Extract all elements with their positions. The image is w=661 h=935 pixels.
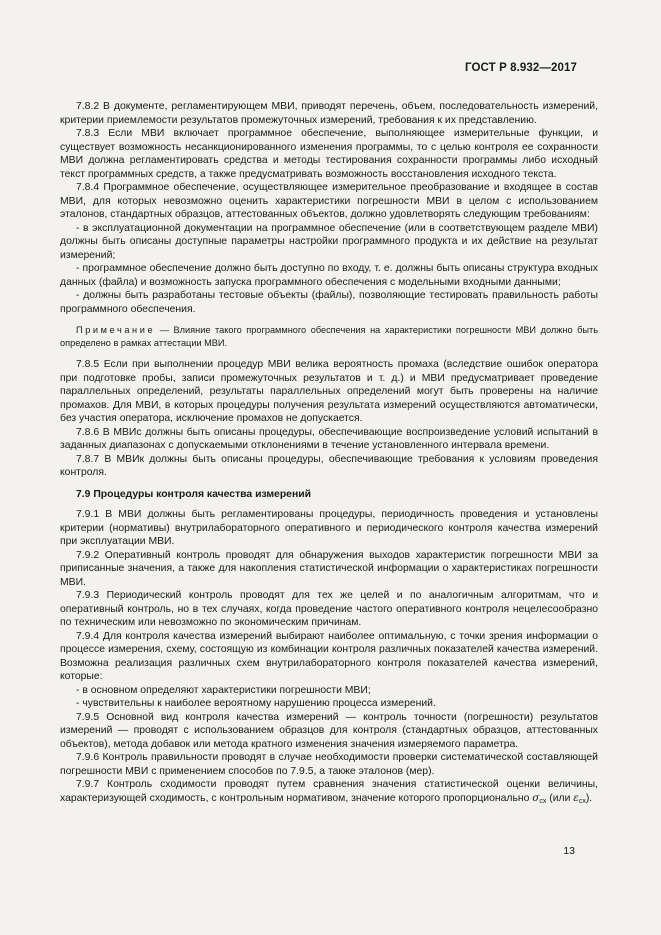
paren-open-text: (или [546, 792, 574, 804]
sigma-subscript: сх [539, 797, 547, 805]
section-title: 7.9 Процедуры контроля качества измерений [76, 488, 312, 500]
paragraph-7-9-3: 7.9.3 Периодический контроль проводят для тех же целей и по аналогичным алгоритмам, что и оперативный контроль, но в тех случаях, когда проведение частого оперативного контроля нецелесообразно по техническим или невозможно по экономическим причинам. [60, 590, 598, 628]
paragraph-7-8-5: 7.8.5 Если при выполнении процедур МВИ велика вероятность промаха (вследствие ошибок оператора при подготовке пробы, записи промежуточных результатов и т. д.) и МВИ предусматривает проведение параллельных определений, результаты параллельных определений могут быть проверены на наличие промахов. Для МВИ, в которых процедуры получения результата измерений осуществляются автоматически, без участия оператора, исключение промахов не допускается. [60, 359, 598, 424]
paragraph-7-9-4: 7.9.4 Для контроля качества измерений выбирают наиболее оптимальную, с точки зрения информации о процессе измерения, схему, состоящую из комбинации контроля различных показателей качества измерений. Возможна реализация различных схем внутрилабораторного контроля показателей качества измерений, которые: [60, 630, 598, 682]
note-text: Влияние такого программного обеспечения на характеристики погрешности МВИ должно быть определено в рамках аттестации МВИ. [60, 325, 598, 348]
page-number: 13 [563, 845, 575, 857]
standard-header: ГОСТ Р 8.932—2017 [465, 62, 577, 74]
epsilon-subscript: сх [578, 797, 586, 805]
list-item: - в основном определяют характеристики погрешности МВИ; [76, 684, 371, 696]
paragraph-7-9-7-text: 7.9.7 Контроль сходимости проводят путем сравнения значения статистической оценки величины, характеризующей сходимость, с контрольным нормативом, значение которого пропорционально [60, 779, 598, 804]
paragraph-7-8-7: 7.8.7 В МВИк должны быть описаны процедуры, обеспечивающие требования к условиям проведения контроля. [60, 453, 598, 478]
list-item: - программное обеспечение должно быть доступно по входу, т. е. должны быть описаны структура входных данных (файла) и возможность запуска программного обеспечения с модельными входными данными; [60, 263, 598, 288]
document-body [60, 100, 598, 805]
list-item: - чувствительны к наиболее вероятному нарушению процесса измерений. [76, 698, 436, 709]
paren-close-text: ). [585, 792, 593, 804]
list-item: - в эксплуатационной документации на программное обеспечение (или в соответствующем разделе МВИ) должны быть описаны доступные параметры настройки программного продукта и их действие на результат измерений; [60, 222, 598, 261]
paragraph-7-9-7 [60, 778, 598, 805]
note-label: Примечание [76, 325, 156, 335]
paragraph-7-9-6: 7.9.6 Контроль правильности проводят в случае необходимости проверки систематической составляющей погрешности МВИ с применением способов по 7.9.5, а также эталонов (мер). [60, 752, 598, 777]
paragraph-7-9-2: 7.9.2 Оперативный контроль проводят для обнаружения выходов характеристик погрешности МВИ за приписанные значения, а также для накопления статистической информации о характеристиках погрешности МВИ. [60, 549, 598, 588]
paragraph-7-8-6: 7.8.6 В МВИс должны быть описаны процедуры, обеспечивающие воспроизведение условий испытаний в заданных диапазонах с допускаемыми отклонениями в течение установленного интервала времени. [60, 426, 598, 451]
note-block [60, 324, 598, 349]
paragraph-7-8-2: 7.8.2 В документе, регламентирующем МВИ, приводят перечень, объем, последовательность измерений, критерии приемлемости результатов промежуточных измерений, требования к их представлению. [60, 101, 598, 126]
note-dash: — [159, 325, 169, 335]
paragraph-7-9-5: 7.9.5 Основной вид контроля качества измерений — контроль точности (погрешности) результатов измерений — проводят с использованием образцов для контроля (стандартных образцов, аттестованных объектов), метода добавок или метода кратного изменения значения измеряемого параметра. [60, 711, 598, 750]
list-item: - должны быть разработаны тестовые объекты (файлы), позволяющие тестировать правильность работы программного обеспечения. [60, 290, 598, 315]
paragraph-7-9-1: 7.9.1 В МВИ должны быть регламентированы процедуры, периодичность проведения и установлены критерии (нормативы) внутрилабораторного оперативного и периодического контроля качества измерений при эксплуатации МВИ. [60, 509, 598, 547]
paragraph-7-8-3: 7.8.3 Если МВИ включает программное обеспечение, выполняющее измерительные функции, и существует возможность несанкционированного изменения программы, то с целью контроля ее сохранности МВИ должна регламентировать средства и методы тестирования сохранности программы либо исходный текст программных средств, а также предусматривать возможность восстановления исходного текста. [60, 128, 598, 180]
sigma-symbol: σ [532, 791, 540, 804]
epsilon-symbol: ε [573, 791, 579, 804]
paragraph-7-8-4: 7.8.4 Программное обеспечение, осуществляющее измерительное преобразование и входящее в состав МВИ, для которых невозможно оценить характеристики погрешности МВИ в целом с использованием эталонов, стандартных образцов, аттестованных объектов, должно удовлетворять следующим требованиям: [60, 182, 598, 220]
